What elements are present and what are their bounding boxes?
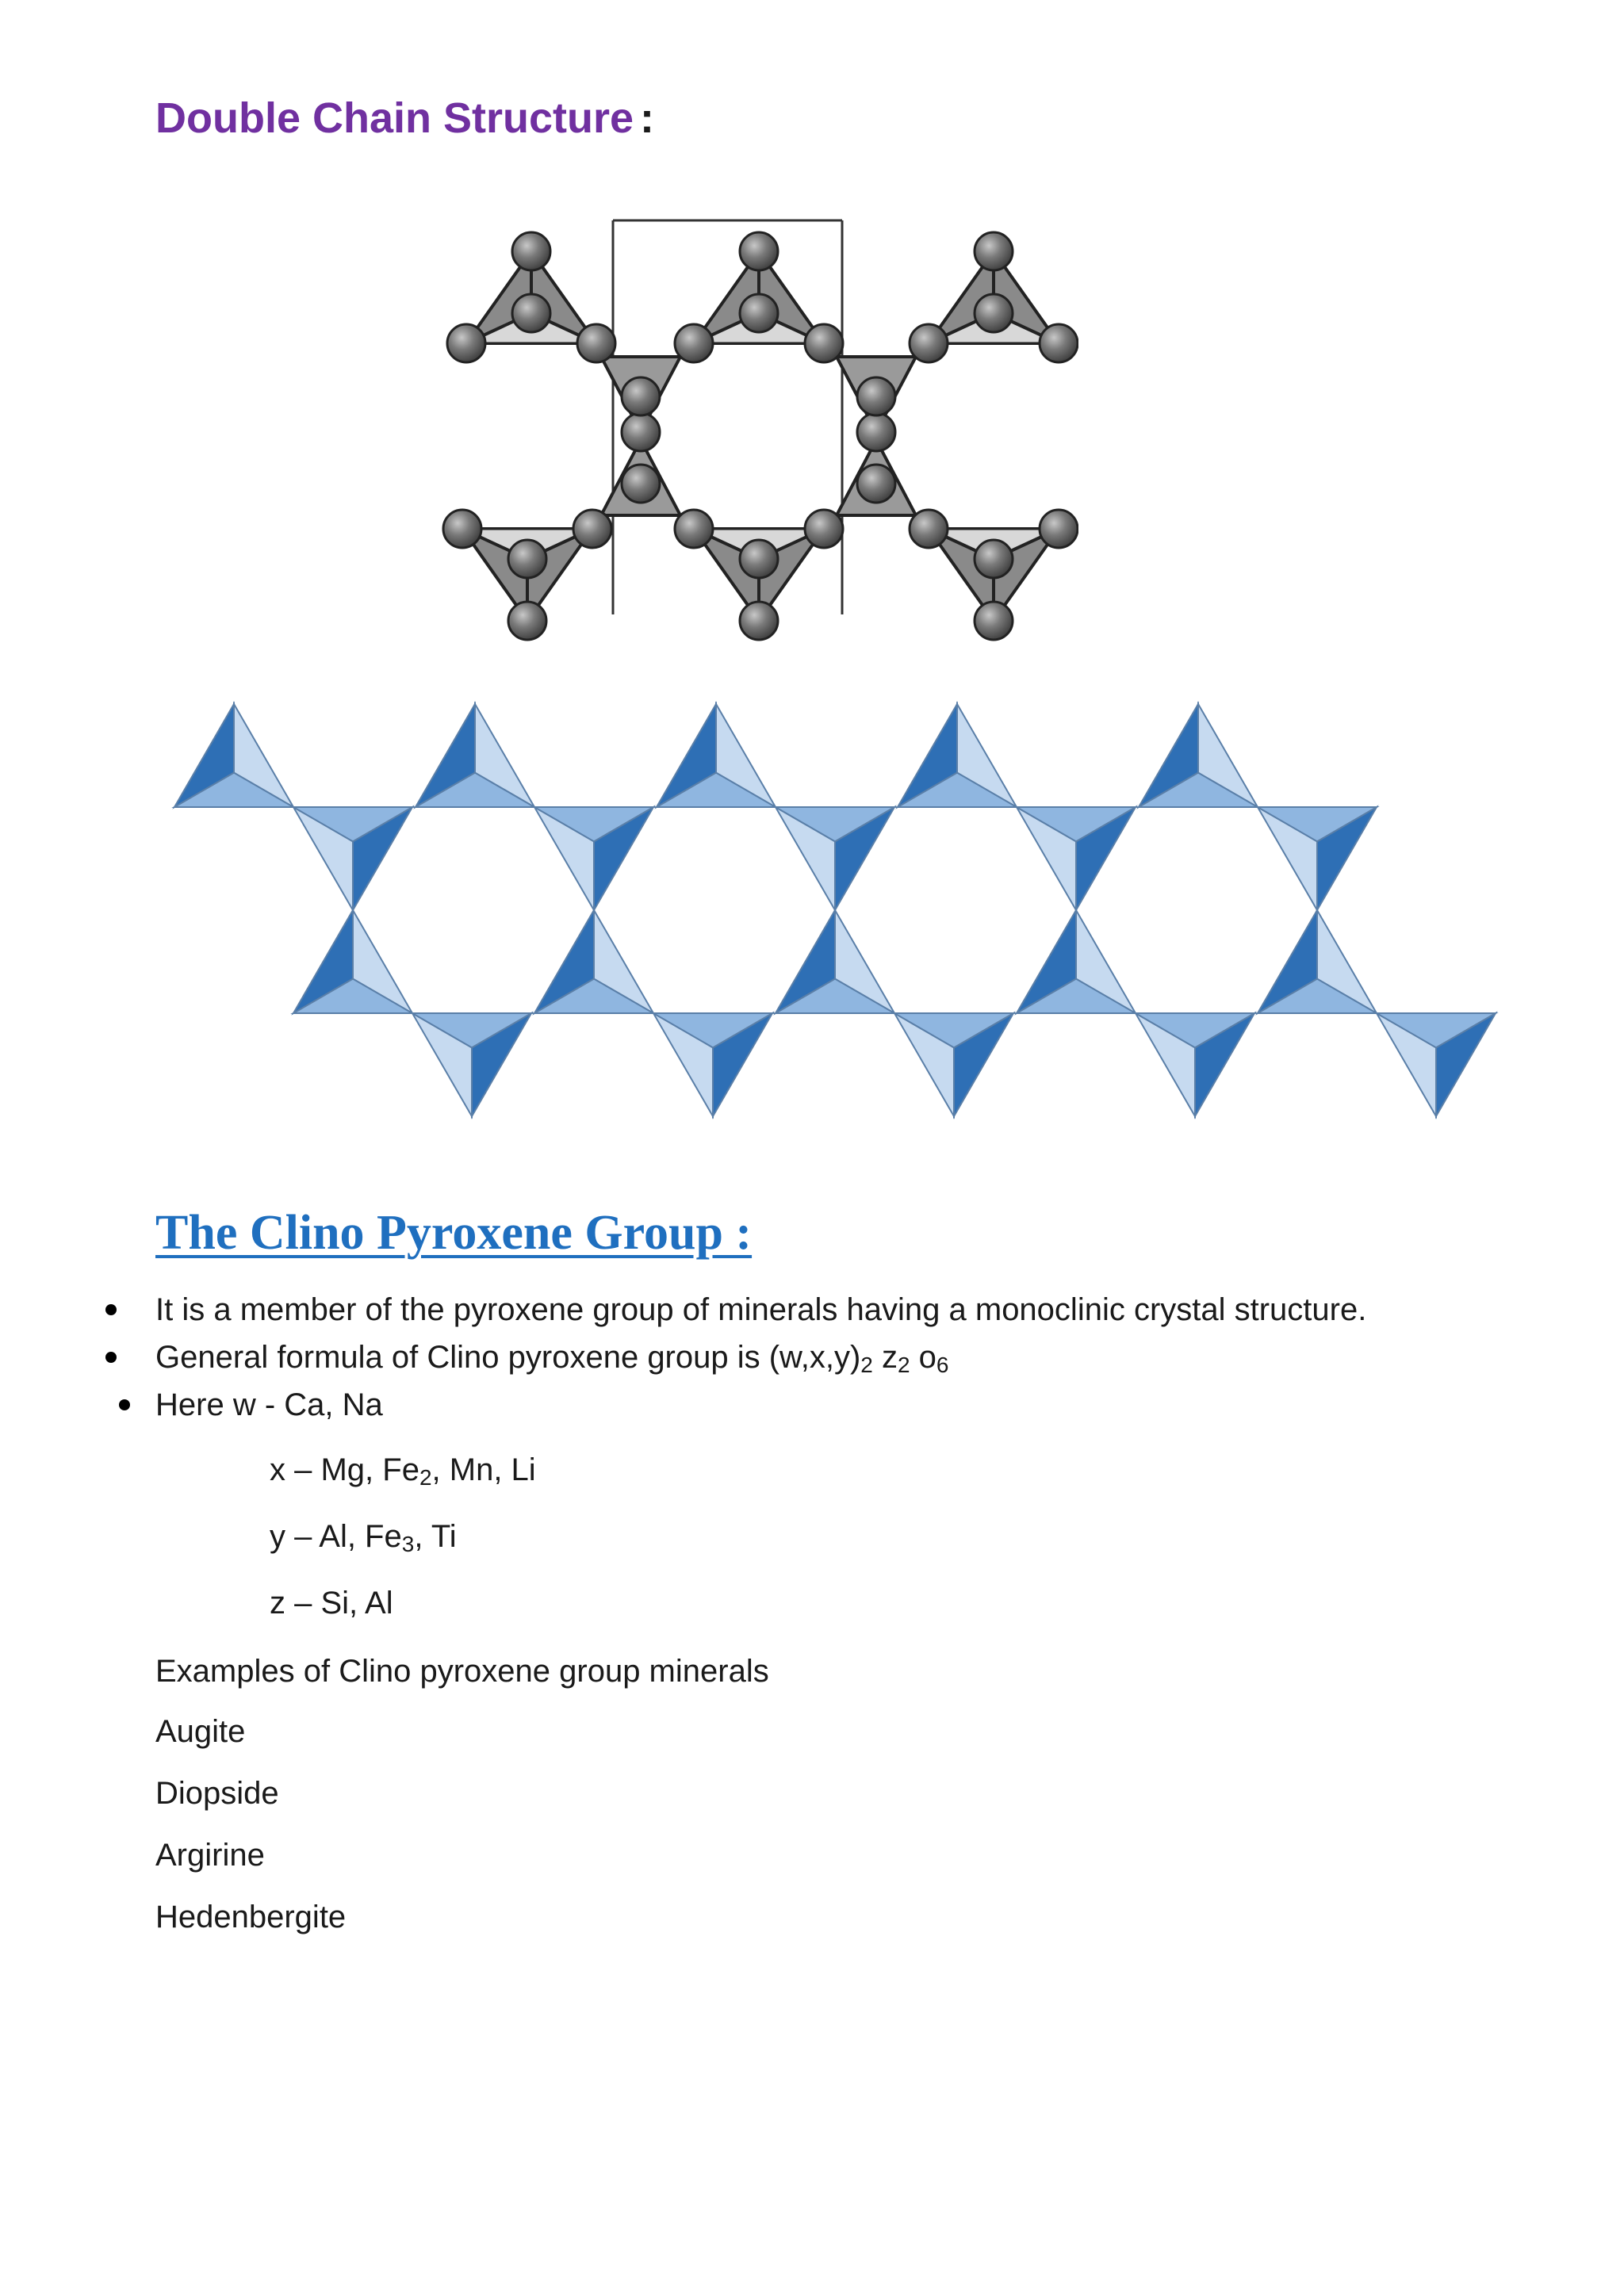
clino-pyroxene-heading: The Clino Pyroxene Group : <box>155 1206 753 1260</box>
oxygen-atom <box>975 294 1013 332</box>
bullet-text: It is a member of the pyroxene group of minerals having a monoclinic crystal structure. <box>155 1292 1367 1327</box>
oxygen-atom <box>740 232 778 270</box>
oxygen-atom <box>910 324 948 362</box>
bullet-item-monoclinic <box>0 1286 1624 1334</box>
oxygen-atom <box>910 510 948 548</box>
example-diopside: Diopside <box>155 1776 279 1811</box>
clino-bullet-list <box>0 1286 1624 1429</box>
oxygen-atom <box>1040 510 1078 548</box>
x-elements-line <box>270 1452 536 1490</box>
oxygen-atom <box>740 540 778 578</box>
oxygen-atom <box>675 510 713 548</box>
y-suffix: , Ti <box>414 1519 457 1554</box>
y-prefix: y – Al, Fe <box>270 1519 402 1554</box>
heading-colon: : <box>640 94 655 142</box>
formula-o: o <box>910 1340 936 1375</box>
double-chain-ball-and-stick-model <box>428 214 1078 642</box>
x-sub: 2 <box>419 1465 432 1490</box>
example-argirine: Argirine <box>155 1838 265 1873</box>
double-chain-tetrahedra-model <box>167 698 1499 1126</box>
oxygen-atom <box>975 540 1013 578</box>
bullet-text: Here w - Ca, Na <box>155 1387 383 1422</box>
oxygen-atom <box>512 232 550 270</box>
oxygen-atom <box>857 465 895 503</box>
oxygen-atom <box>857 377 895 415</box>
oxygen-atom <box>443 510 481 548</box>
example-hedenbergite: Hedenbergite <box>155 1900 347 1934</box>
formula-sub: 2 <box>860 1353 873 1377</box>
oxygen-atom <box>622 465 660 503</box>
oxygen-atom <box>857 413 895 451</box>
oxygen-atom <box>675 324 713 362</box>
oxygen-atom <box>975 602 1013 640</box>
section-heading <box>155 94 654 143</box>
formula-text: General formula of Clino pyroxene group is (w,x,y) <box>155 1340 861 1375</box>
oxygen-atom <box>577 324 615 362</box>
formula-z: z <box>872 1340 898 1375</box>
bullet-item-formula <box>0 1334 1624 1381</box>
oxygen-atom <box>508 540 546 578</box>
bullet-dot <box>119 1399 130 1410</box>
example-augite: Augite <box>155 1714 246 1749</box>
oxygen-atom <box>573 510 611 548</box>
oxygen-atom <box>447 324 485 362</box>
y-elements-line <box>270 1519 457 1557</box>
oxygen-atom <box>975 232 1013 270</box>
oxygen-atom <box>622 413 660 451</box>
heading-title: Double Chain Structure <box>155 94 634 142</box>
oxygen-atom <box>740 294 778 332</box>
z-elements-line: z – Si, Al <box>270 1586 393 1621</box>
oxygen-atom <box>1040 324 1078 362</box>
formula-sub: 6 <box>936 1353 949 1377</box>
formula-sub: 2 <box>897 1353 910 1377</box>
bullet-dot <box>105 1304 117 1315</box>
bullet-dot <box>105 1352 117 1363</box>
oxygen-atom <box>740 602 778 640</box>
oxygen-atom <box>622 377 660 415</box>
bullet-item-w-elements <box>0 1381 1624 1429</box>
oxygen-atom <box>512 294 550 332</box>
y-sub: 3 <box>401 1532 415 1556</box>
x-prefix: x – Mg, Fe <box>270 1452 419 1487</box>
examples-label: Examples of Clino pyroxene group minerals <box>155 1654 769 1689</box>
oxygen-atom <box>508 602 546 640</box>
tetrahedra-group <box>174 704 1496 1116</box>
x-suffix: , Mn, Li <box>431 1452 536 1487</box>
oxygen-atom <box>805 324 843 362</box>
oxygen-atom <box>805 510 843 548</box>
